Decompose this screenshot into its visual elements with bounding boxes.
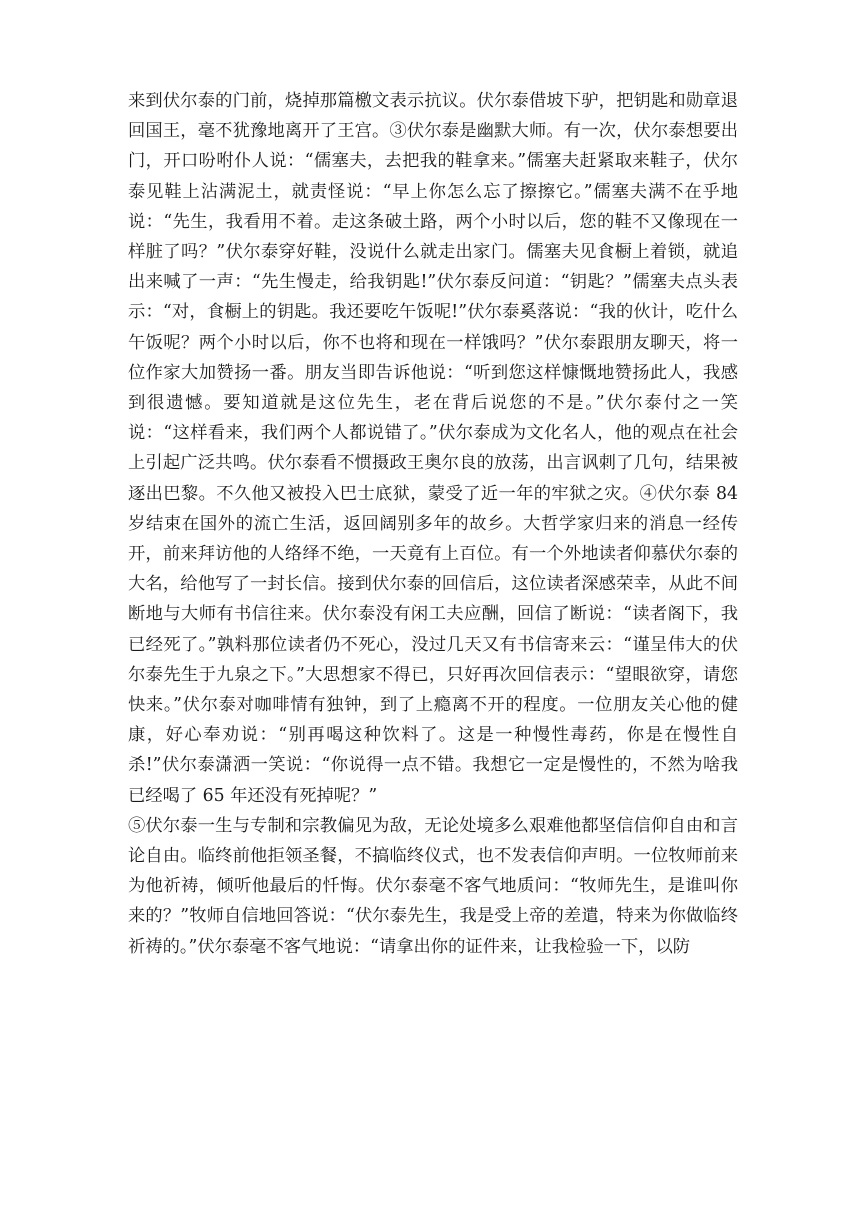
paragraph-deathbed: ⑤伏尔泰一生与专制和宗教偏见为敌，无论处境多么艰难他都坚信信仰自由和言论自由。临终前他拒领圣餐，不搞临终仪式，也不发表信仰声明。一位牧师前来为他祈祷，倾听他最后的忏悔。伏尔泰毫不客气地质问：“牧师先生，是谁叫你来的？”牧师自信地回答说：“伏尔泰先生，我是受上帝的差遣，特来为你做临终祈祷的。”伏尔泰毫不客气地说：“请拿出你的证件来，让我检验一下，以防 <box>128 815 738 957</box>
paragraph-anecdotes: 来到伏尔泰的门前，烧掉那篇檄文表示抗议。伏尔泰借坡下驴，把钥匙和勋章退回国王，毫不犹豫地离开了王宫。③伏尔泰是幽默大师。有一次，伏尔泰想要出门，开口吩咐仆人说：“儒塞夫，去把我的鞋拿来。”儒塞夫赶紧取来鞋子，伏尔泰见鞋上沾满泥土，就责怪说：“早上你怎么忘了擦擦它。”儒塞夫满不在乎地说：“先生，我看用不着。走这条破土路，两个小时以后，您的鞋不又像现在一样脏了吗？”伏尔泰穿好鞋，没说什么就走出家门。儒塞夫见食橱上着锁，就追出来喊了一声：“先生慢走，给我钥匙!”伏尔泰反问道：“钥匙？”儒塞夫点头表示：“对，食橱上的钥匙。我还要吃午饭呢!”伏尔泰奚落说：“我的伙计，吃什么午饭呢？两个小时以后，你不也将和现在一样饿吗？”伏尔泰跟朋友聊天，将一位作家大加赞扬一番。朋友当即告诉他说：“听到您这样慷慨地赞扬此人，我感到很遗憾。要知道就是这位先生，老在背后说您的不是。”伏尔泰付之一笑说：“这样看来，我们两个人都说错了。”伏尔泰成为文化名人，他的观点在社会上引起广泛共鸣。伏尔泰看不惯摄政王奥尔良的放荡，出言讽刺了几句，结果被逐出巴黎。不久他又被投入巴士底狱，蒙受了近一年的牢狱之灾。④伏尔泰 84 岁结束在国外的流亡生活，返回阔别多年的故乡。大哲学家归来的消息一经传开，前来拜访他的人络绎不绝，一天竟有上百位。有一个外地读者仰慕伏尔泰的大名，给他写了一封长信。接到伏尔泰的回信后，这位读者深感荣幸，从此不间断地与大师有书信往来。伏尔泰没有闲工夫应酬，回信了断说：“读者阁下，我已经死了。”孰料那位读者仍不死心，没过几天又有书信寄来云：“谨呈伟大的伏尔泰先生于九泉之下。”大思想家不得已，只好再次回信表示：“望眼欲穿，请您快来。”伏尔泰对咖啡情有独钟，到了上瘾离不开的程度。一位朋友关心他的健康，好心奉劝说：“别再喝这种饮料了。这是一种慢性毒药，你是在慢性自杀!”伏尔泰潇洒一笑说：“你说得一点不错。我想它一定是慢性的，不然为啥我已经喝了 65 年还没有死掉呢？” <box>128 91 738 806</box>
article-body <box>128 86 738 962</box>
